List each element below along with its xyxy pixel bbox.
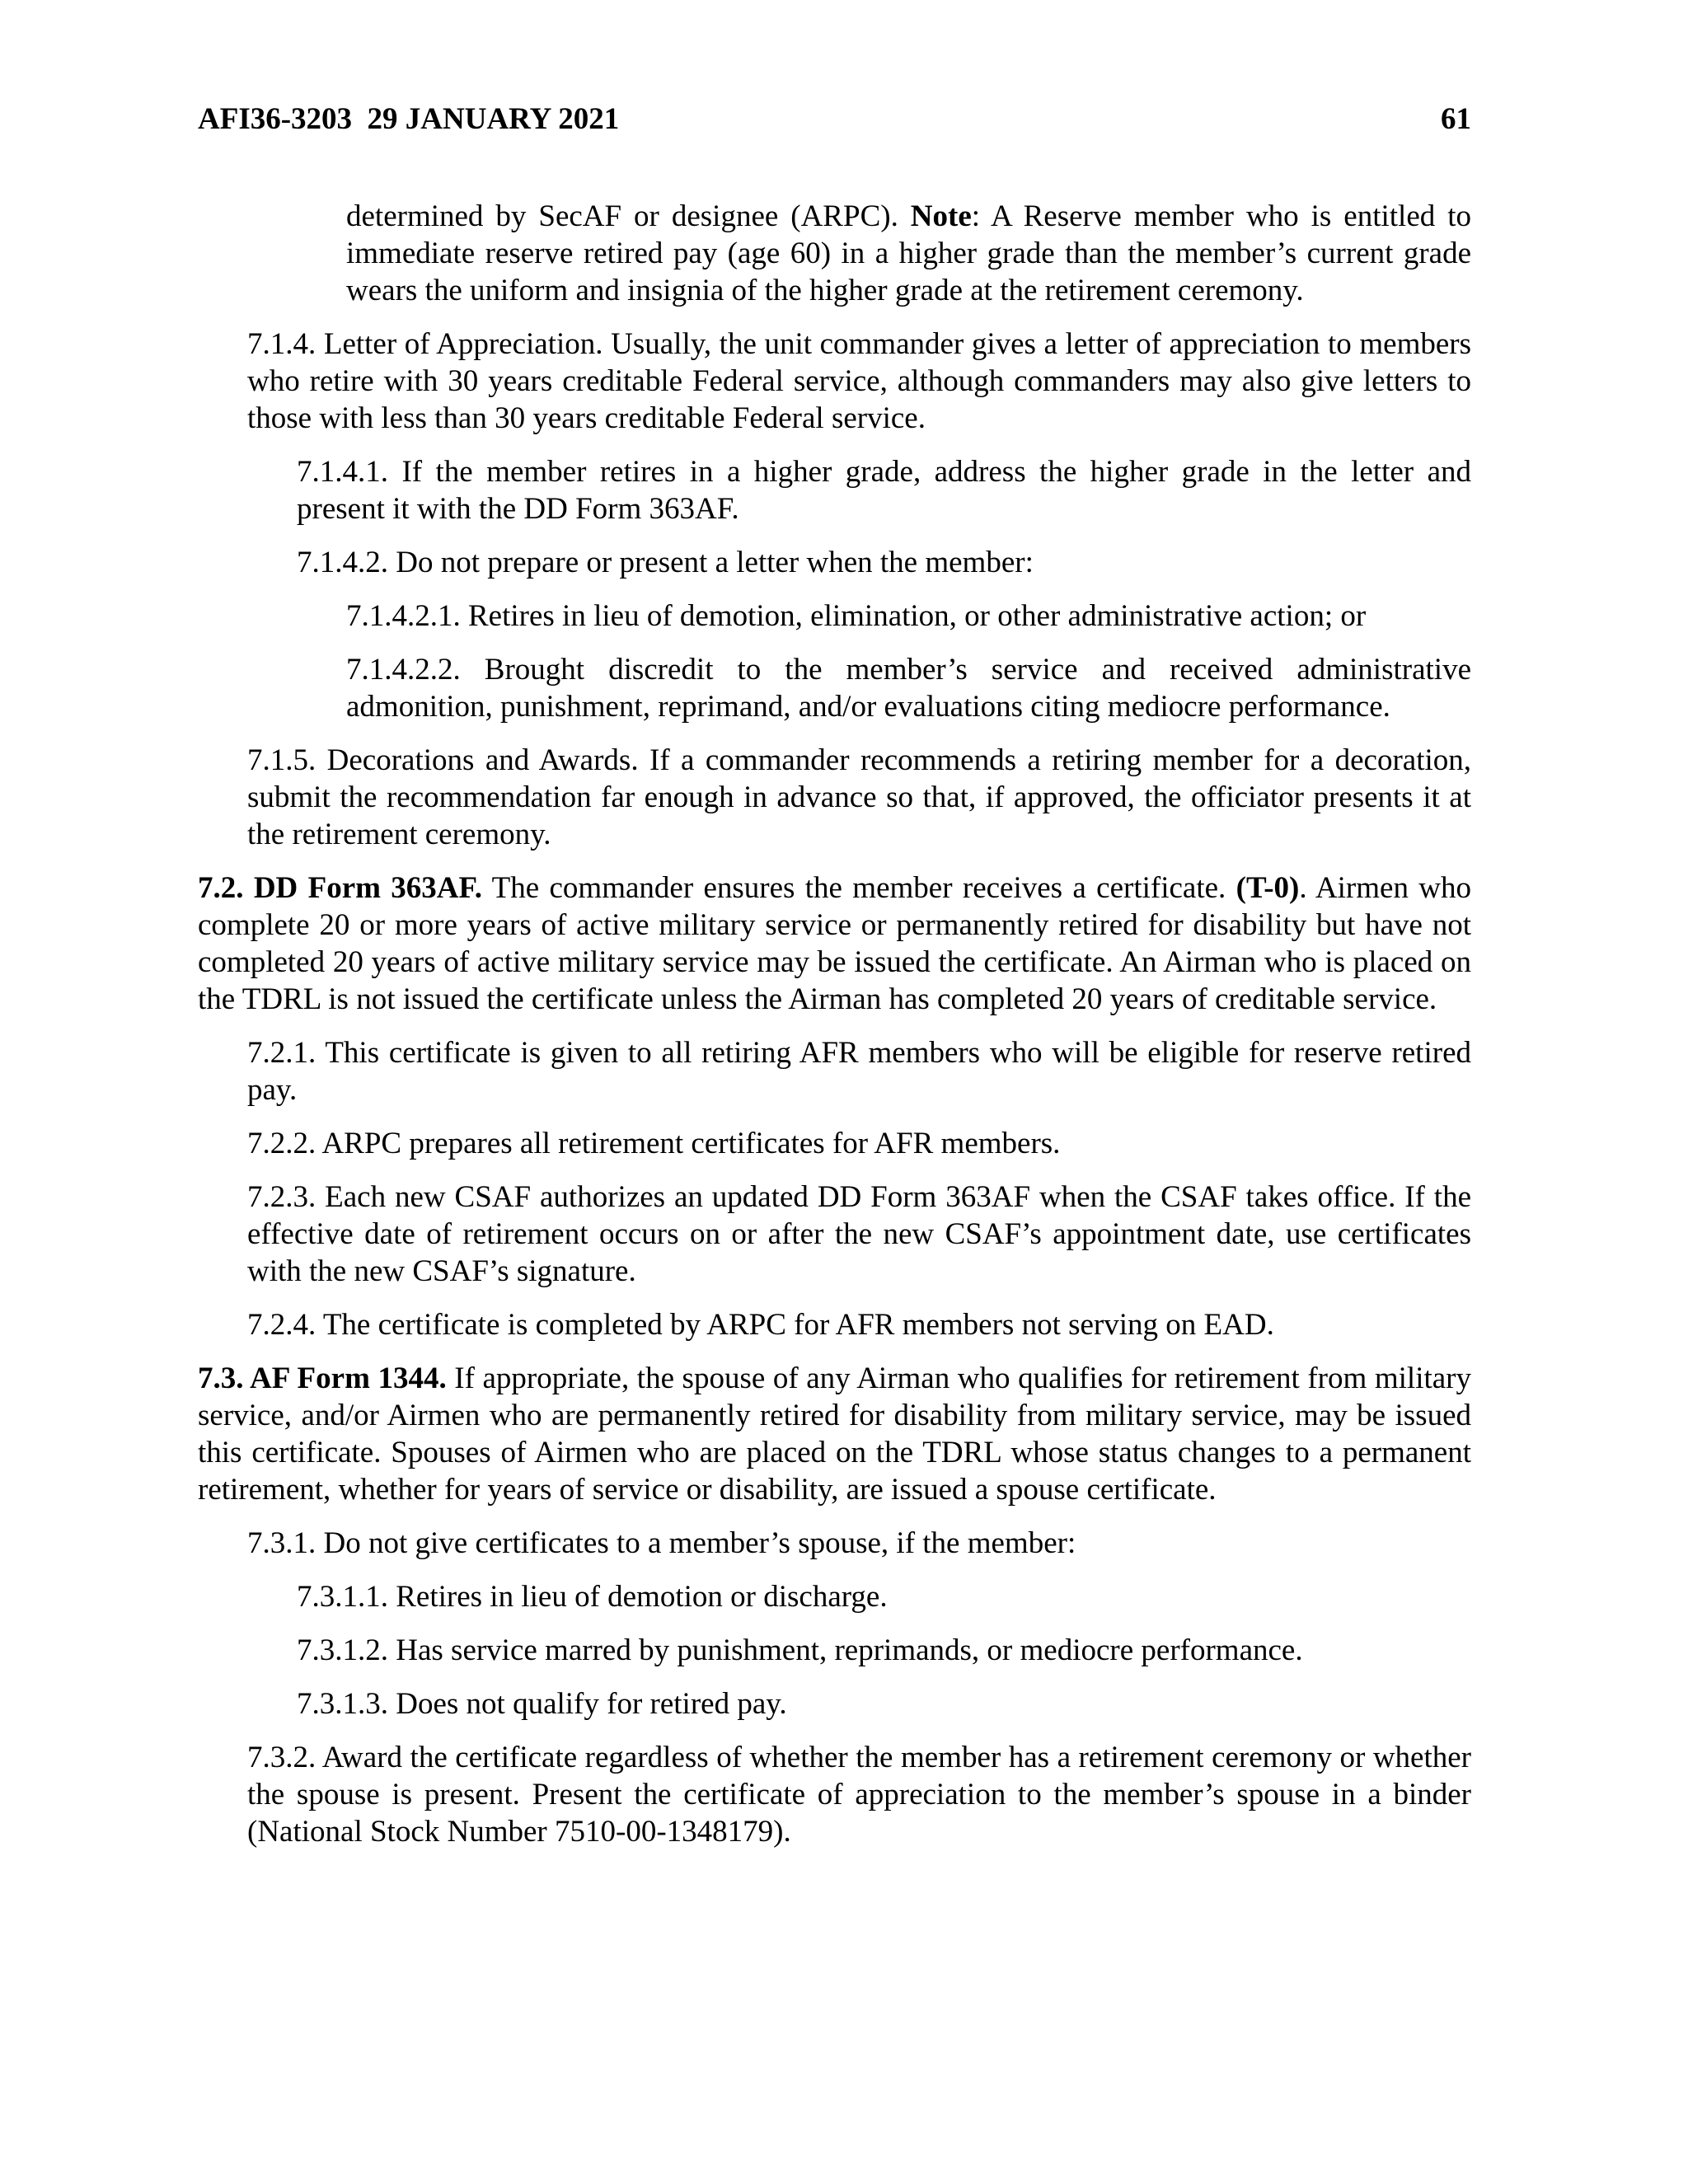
paragraph-7-1-5: 7.1.5. Decorations and Awards. If a commander recommends a retiring member for a decoration, submit the recommendation far enough in advance so that, if approved, the officiator presents it at the retirement ceremony. bbox=[247, 743, 1471, 851]
paragraph-text: determined by SecAF or designee (ARPC). bbox=[346, 199, 911, 233]
section-heading-7-2: 7.2. DD Form 363AF. bbox=[198, 871, 482, 905]
paragraph-7-3 bbox=[198, 1360, 1471, 1508]
paragraph-7-1-4-1: 7.1.4.1. If the member retires in a higher grade, address the higher grade in the letter and present it with the DD Form 363AF. bbox=[297, 455, 1471, 526]
paragraph-7-1-4-2: 7.1.4.2. Do not prepare or present a letter when the member: bbox=[297, 546, 1034, 579]
paragraph-text: The commander ensures the member receives a certificate. bbox=[481, 871, 1236, 905]
document-id-date: AFI36-3203 29 JANUARY 2021 bbox=[198, 102, 620, 136]
tier-label: (T-0) bbox=[1236, 871, 1300, 905]
paragraph-text: : A Reserve member who is entitled to immediate reserve retired pay (age 60) in a higher grade than the member’s current grade wears the uniform and insignia of the higher grade at the retirement ceremony. bbox=[346, 199, 1472, 307]
page-header bbox=[198, 97, 1471, 142]
paragraph-7-3-1-2: 7.3.1.2. Has service marred by punishment, reprimands, or mediocre performance. bbox=[297, 1633, 1303, 1667]
paragraph-text: . Airmen who complete 20 or more years of active military service or permanently retired for disability but have not completed 20 years of active military service may be issued the certificate. An Airman who is placed on the TDRL is not issued the certificate unless the Airman has completed 20 years of creditable service. bbox=[198, 871, 1471, 1016]
page-number: 61 bbox=[1441, 102, 1471, 136]
paragraph-7-2-1: 7.2.1. This certificate is given to all retiring AFR members who will be eligible for reserve retired pay. bbox=[247, 1036, 1471, 1107]
paragraph-7-3-2: 7.3.2. Award the certificate regardless of whether the member has a retirement ceremony or whether the spouse is present. Present the certificate of appreciation to the member’s spouse in a binder (National Stock Number 7510-00-1348179). bbox=[247, 1741, 1471, 1849]
paragraph-7-1-4-2-2: 7.1.4.2.2. Brought discredit to the member’s service and received administrative admonition, punishment, reprimand, and/or evaluations citing mediocre performance. bbox=[346, 653, 1471, 724]
paragraph-7-3-1-3: 7.3.1.3. Does not qualify for retired pay. bbox=[297, 1687, 787, 1721]
paragraph-text: If appropriate, the spouse of any Airman who qualifies for retirement from military service, and/or Airmen who are permanently retired for disability from military service, may be issued this certificate. Spouses of Airmen who are placed on the TDRL whose status changes to a permanent retirement, whether for years of service or disability, are issued a spouse certificate. bbox=[198, 1361, 1471, 1507]
paragraph-7-2-4: 7.2.4. The certificate is completed by ARPC for AFR members not serving on EAD. bbox=[247, 1308, 1274, 1342]
paragraph-7-2 bbox=[198, 869, 1471, 1018]
section-heading-7-3: 7.3. AF Form 1344. bbox=[198, 1361, 447, 1395]
paragraph-7-1-4: 7.1.4. Letter of Appreciation. Usually, the unit commander gives a letter of appreciation to members who retire with 30 years creditable Federal service, although commanders may also give letters to those with less than 30 years creditable Federal service. bbox=[247, 327, 1471, 435]
note-label: Note bbox=[910, 199, 972, 233]
paragraph-7-1-4-2-1: 7.1.4.2.1. Retires in lieu of demotion, elimination, or other administrative action; or bbox=[346, 599, 1367, 633]
paragraph-continuation bbox=[346, 198, 1471, 309]
paragraph-7-2-3: 7.2.3. Each new CSAF authorizes an updated DD Form 363AF when the CSAF takes office. If the effective date of retirement occurs on or after the new CSAF’s appointment date, use certificates with the new CSAF’s signature. bbox=[247, 1180, 1471, 1288]
document-body bbox=[198, 198, 1471, 1867]
paragraph-7-2-2: 7.2.2. ARPC prepares all retirement certificates for AFR members. bbox=[247, 1127, 1061, 1160]
paragraph-7-3-1-1: 7.3.1.1. Retires in lieu of demotion or discharge. bbox=[297, 1580, 888, 1614]
paragraph-7-3-1: 7.3.1. Do not give certificates to a member’s spouse, if the member: bbox=[247, 1526, 1076, 1560]
